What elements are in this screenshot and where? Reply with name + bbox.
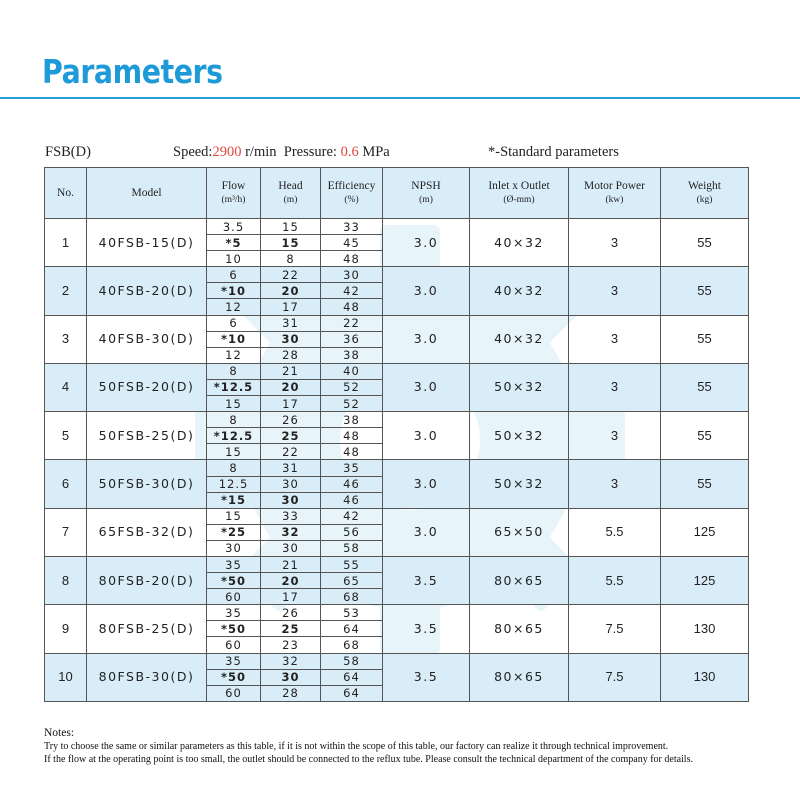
flow-cell: 12.5 xyxy=(207,476,261,492)
efficiency-cell: 68 xyxy=(321,589,383,605)
header-efficiency: Efficiency (%) xyxy=(321,168,383,219)
row-number: 7 xyxy=(45,508,87,556)
speed-value: 2900 xyxy=(212,144,242,160)
header-weight: Weight (kg) xyxy=(661,168,749,219)
efficiency-cell: 58 xyxy=(321,653,383,669)
notes-heading: Notes: xyxy=(44,727,75,739)
weight-cell: 130 xyxy=(661,605,749,653)
head-cell: 30 xyxy=(261,540,321,556)
head-cell: 23 xyxy=(261,637,321,653)
npsh-cell: 3.0 xyxy=(383,508,470,556)
flow-cell: 15 xyxy=(207,508,261,524)
speed-label: Speed: xyxy=(173,144,213,160)
head-cell: 31 xyxy=(261,315,321,331)
inlet-outlet-cell: 40×32 xyxy=(470,267,569,315)
inlet-outlet-cell: 65×50 xyxy=(470,508,569,556)
head-cell: 17 xyxy=(261,589,321,605)
table-header-row xyxy=(45,168,749,219)
motor-power-cell: 3 xyxy=(569,460,661,508)
inlet-outlet-cell: 50×32 xyxy=(470,363,569,411)
flow-cell: *12.5 xyxy=(207,428,261,444)
speed-unit: r/min xyxy=(241,144,277,160)
weight-cell: 125 xyxy=(661,508,749,556)
flow-cell: 12 xyxy=(207,299,261,315)
efficiency-cell: 48 xyxy=(321,444,383,460)
efficiency-cell: 55 xyxy=(321,556,383,572)
model-name: 40FSB-15(D) xyxy=(87,219,207,267)
efficiency-cell: 64 xyxy=(321,685,383,701)
inlet-outlet-cell: 40×32 xyxy=(470,219,569,267)
model-name: 40FSB-20(D) xyxy=(87,267,207,315)
model-name: 65FSB-32(D) xyxy=(87,508,207,556)
pressure-label: Pressure: xyxy=(283,144,341,160)
npsh-cell: 3.5 xyxy=(383,653,470,701)
flow-cell: 6 xyxy=(207,315,261,331)
flow-cell: 10 xyxy=(207,251,261,267)
notes-line-1: Try to choose the same or similar parameters as this table, if it is not within the scope of this table, our factory can realize it through technical improvement. xyxy=(44,741,669,752)
efficiency-cell: 52 xyxy=(321,396,383,412)
head-cell: 15 xyxy=(261,219,321,235)
inlet-outlet-cell: 50×32 xyxy=(470,412,569,460)
head-cell: 21 xyxy=(261,363,321,379)
flow-cell: 30 xyxy=(207,540,261,556)
efficiency-cell: 68 xyxy=(321,637,383,653)
notes-section xyxy=(44,727,693,766)
head-cell: 32 xyxy=(261,524,321,540)
model-name: 40FSB-30(D) xyxy=(87,315,207,363)
efficiency-cell: 38 xyxy=(321,412,383,428)
speed-pressure-info xyxy=(173,144,390,161)
efficiency-cell: 64 xyxy=(321,669,383,685)
flow-cell: *50 xyxy=(207,621,261,637)
head-cell: 32 xyxy=(261,653,321,669)
table-row xyxy=(45,653,749,669)
title-divider xyxy=(0,97,800,99)
npsh-cell: 3.0 xyxy=(383,219,470,267)
model-name: 50FSB-30(D) xyxy=(87,460,207,508)
flow-cell: *50 xyxy=(207,669,261,685)
head-cell: 30 xyxy=(261,331,321,347)
head-cell: 15 xyxy=(261,235,321,251)
head-cell: 20 xyxy=(261,379,321,395)
efficiency-cell: 22 xyxy=(321,315,383,331)
flow-cell: 35 xyxy=(207,653,261,669)
head-cell: 21 xyxy=(261,556,321,572)
head-cell: 28 xyxy=(261,347,321,363)
flow-cell: 60 xyxy=(207,589,261,605)
weight-cell: 55 xyxy=(661,412,749,460)
npsh-cell: 3.0 xyxy=(383,267,470,315)
row-number: 10 xyxy=(45,653,87,701)
flow-cell: 60 xyxy=(207,637,261,653)
table-row xyxy=(45,267,749,283)
flow-cell: 8 xyxy=(207,412,261,428)
efficiency-cell: 42 xyxy=(321,283,383,299)
efficiency-cell: 46 xyxy=(321,476,383,492)
head-cell: 25 xyxy=(261,428,321,444)
motor-power-cell: 3 xyxy=(569,267,661,315)
table-row xyxy=(45,412,749,428)
table-row xyxy=(45,508,749,524)
efficiency-cell: 38 xyxy=(321,347,383,363)
weight-cell: 55 xyxy=(661,363,749,411)
flow-cell: 12 xyxy=(207,347,261,363)
model-name: 80FSB-20(D) xyxy=(87,556,207,604)
head-cell: 30 xyxy=(261,492,321,508)
efficiency-cell: 58 xyxy=(321,540,383,556)
efficiency-cell: 36 xyxy=(321,331,383,347)
standard-parameters-note: *-Standard parameters xyxy=(488,144,619,160)
weight-cell: 55 xyxy=(661,267,749,315)
model-name: 80FSB-25(D) xyxy=(87,605,207,653)
flow-cell: 6 xyxy=(207,267,261,283)
motor-power-cell: 3 xyxy=(569,363,661,411)
motor-power-cell: 5.5 xyxy=(569,556,661,604)
table-body xyxy=(45,219,749,702)
table-row xyxy=(45,315,749,331)
head-cell: 17 xyxy=(261,299,321,315)
efficiency-cell: 30 xyxy=(321,267,383,283)
head-cell: 17 xyxy=(261,396,321,412)
model-family-label: FSB(D) xyxy=(45,144,91,160)
flow-cell: 35 xyxy=(207,605,261,621)
head-cell: 22 xyxy=(261,267,321,283)
parameters-table xyxy=(44,167,749,702)
motor-power-cell: 7.5 xyxy=(569,605,661,653)
inlet-outlet-cell: 80×65 xyxy=(470,605,569,653)
efficiency-cell: 53 xyxy=(321,605,383,621)
row-number: 6 xyxy=(45,460,87,508)
efficiency-cell: 56 xyxy=(321,524,383,540)
flow-cell: *50 xyxy=(207,573,261,589)
efficiency-cell: 64 xyxy=(321,621,383,637)
inlet-outlet-cell: 80×65 xyxy=(470,653,569,701)
efficiency-cell: 65 xyxy=(321,573,383,589)
inlet-outlet-cell: 80×65 xyxy=(470,556,569,604)
pressure-unit: MPa xyxy=(358,144,390,160)
head-cell: 30 xyxy=(261,476,321,492)
notes-line-2: If the flow at the operating point is too small, the outlet should be connected to the reflux tube. Please consult the technical department of the company for details. xyxy=(44,754,693,765)
flow-cell: 15 xyxy=(207,396,261,412)
model-name: 50FSB-25(D) xyxy=(87,412,207,460)
flow-cell: 8 xyxy=(207,363,261,379)
table-row xyxy=(45,556,749,572)
flow-cell: *5 xyxy=(207,235,261,251)
head-cell: 31 xyxy=(261,460,321,476)
header-flow: Flow (m³/h) xyxy=(207,168,261,219)
header-model: Model xyxy=(87,168,207,219)
head-cell: 28 xyxy=(261,685,321,701)
flow-cell: *10 xyxy=(207,331,261,347)
model-name: 80FSB-30(D) xyxy=(87,653,207,701)
head-cell: 26 xyxy=(261,412,321,428)
table-row xyxy=(45,219,749,235)
weight-cell: 130 xyxy=(661,653,749,701)
efficiency-cell: 46 xyxy=(321,492,383,508)
flow-cell: 35 xyxy=(207,556,261,572)
head-cell: 30 xyxy=(261,669,321,685)
motor-power-cell: 3 xyxy=(569,219,661,267)
head-cell: 33 xyxy=(261,508,321,524)
row-number: 1 xyxy=(45,219,87,267)
efficiency-cell: 45 xyxy=(321,235,383,251)
weight-cell: 125 xyxy=(661,556,749,604)
row-number: 3 xyxy=(45,315,87,363)
head-cell: 26 xyxy=(261,605,321,621)
efficiency-cell: 35 xyxy=(321,460,383,476)
row-number: 2 xyxy=(45,267,87,315)
row-number: 4 xyxy=(45,363,87,411)
head-cell: 20 xyxy=(261,573,321,589)
header-motor-power: Motor Power (kw) xyxy=(569,168,661,219)
flow-cell: 60 xyxy=(207,685,261,701)
flow-cell: *25 xyxy=(207,524,261,540)
weight-cell: 55 xyxy=(661,315,749,363)
head-cell: 20 xyxy=(261,283,321,299)
table-row xyxy=(45,460,749,476)
npsh-cell: 3.0 xyxy=(383,412,470,460)
row-number: 5 xyxy=(45,412,87,460)
page-title: Parameters xyxy=(42,52,223,91)
table-row xyxy=(45,605,749,621)
head-cell: 25 xyxy=(261,621,321,637)
efficiency-cell: 48 xyxy=(321,251,383,267)
npsh-cell: 3.5 xyxy=(383,605,470,653)
efficiency-cell: 48 xyxy=(321,299,383,315)
motor-power-cell: 7.5 xyxy=(569,653,661,701)
efficiency-cell: 42 xyxy=(321,508,383,524)
weight-cell: 55 xyxy=(661,219,749,267)
flow-cell: 8 xyxy=(207,460,261,476)
npsh-cell: 3.0 xyxy=(383,363,470,411)
inlet-outlet-cell: 40×32 xyxy=(470,315,569,363)
row-number: 9 xyxy=(45,605,87,653)
efficiency-cell: 48 xyxy=(321,428,383,444)
efficiency-cell: 33 xyxy=(321,219,383,235)
efficiency-cell: 40 xyxy=(321,363,383,379)
head-cell: 8 xyxy=(261,251,321,267)
npsh-cell: 3.5 xyxy=(383,556,470,604)
header-head: Head (m) xyxy=(261,168,321,219)
inlet-outlet-cell: 50×32 xyxy=(470,460,569,508)
flow-cell: 3.5 xyxy=(207,219,261,235)
head-cell: 22 xyxy=(261,444,321,460)
flow-cell: *15 xyxy=(207,492,261,508)
motor-power-cell: 5.5 xyxy=(569,508,661,556)
table-row xyxy=(45,363,749,379)
flow-cell: 15 xyxy=(207,444,261,460)
weight-cell: 55 xyxy=(661,460,749,508)
motor-power-cell: 3 xyxy=(569,412,661,460)
header-no: No. xyxy=(45,168,87,219)
npsh-cell: 3.0 xyxy=(383,315,470,363)
header-inlet-outlet: Inlet x Outlet (Ø-mm) xyxy=(470,168,569,219)
flow-cell: *10 xyxy=(207,283,261,299)
flow-cell: *12.5 xyxy=(207,379,261,395)
motor-power-cell: 3 xyxy=(569,315,661,363)
pressure-value: 0.6 xyxy=(340,144,359,160)
efficiency-cell: 52 xyxy=(321,379,383,395)
header-npsh: NPSH (m) xyxy=(383,168,470,219)
npsh-cell: 3.0 xyxy=(383,460,470,508)
row-number: 8 xyxy=(45,556,87,604)
model-name: 50FSB-20(D) xyxy=(87,363,207,411)
